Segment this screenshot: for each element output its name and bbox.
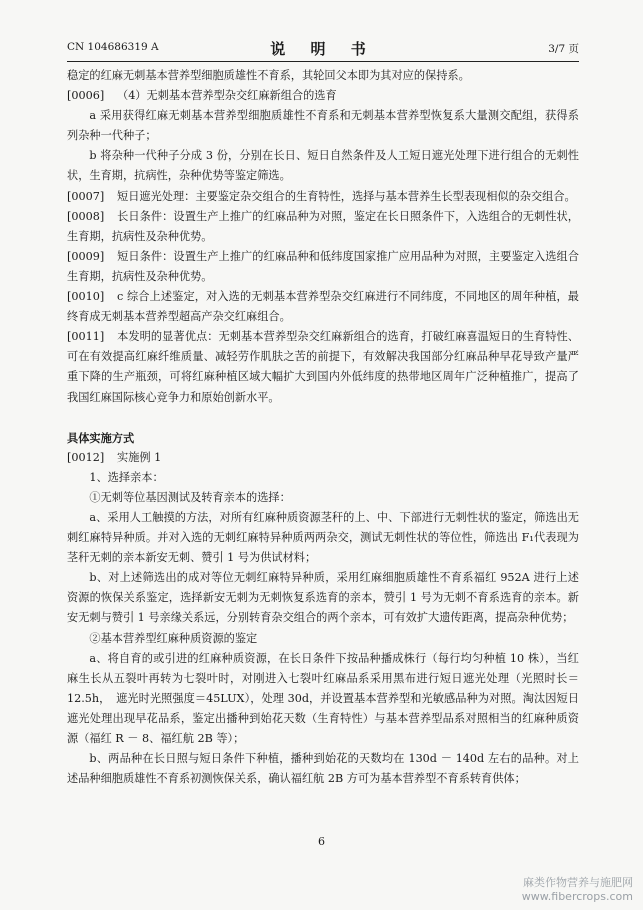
paragraph: a、将自育的或引进的红麻种质资源，在长日条件下按品种播成株行（每行均匀种植 10 株），当红麻生长从五裂叶再转为七裂叶时，对刚进入七裂叶红麻品系采用黑布进行短日遮光处理（光照时长＝ 12.5h， 遮光时光照强度＝45LUX），处理 30d，并设置基本营养型和光敏感品种为对照。淘汰因短日遮光处理出现早花品系，鉴定出播种到始花天数（生育特性）与基本营养型品系对照相当的红麻种质资源（福红 R － 8、福红航 2B 等）；	[67, 651, 579, 745]
paragraph-tag: [0010]	[67, 290, 105, 304]
page-header	[67, 38, 579, 60]
document-body	[67, 66, 579, 789]
header-rule	[67, 61, 579, 62]
watermark-text: 麻类作物营养与施肥网	[523, 876, 633, 889]
paragraph-0011: [0011] 本发明的显著优点：无刺基本营养型杂交红麻新组合的选育，打破红麻喜温短日的生育特性、可在有效提高红麻纤维质量、减轻劳作肌肤之苦的前提下，有效解决我国部分红麻品种早花导致产量严重下降的生产瓶颈，可将红麻种植区域大幅扩大到国内外低纬度的热带地区周年广泛种植推广，提高了我国红麻国际核心竞争力和原始创新水平。	[67, 327, 579, 407]
paragraph: b、两品种在长日照与短日条件下种植，播种到始花的天数均在 130d － 140d 左右的品种。对上述品种细胞质雄性不育系初测恢保关系，确认福红航 2B 方可为基本营养型不育系转育供体；	[67, 752, 579, 786]
paragraph: a 采用获得红麻无刺基本营养型细胞质雄性不育系和无刺基本营养型恢复系大量测交配组，获得系列杂种一代种子；	[67, 109, 579, 143]
paragraph-tag: [0007]	[67, 189, 105, 203]
page-number: 6	[318, 835, 325, 848]
paragraph: b 将杂种一代种子分成 3 份，分别在长日、短日自然条件及人工短日遮光处理下进行组合的无刺性状，生育期，抗病性，杂种优势等鉴定筛选。	[67, 149, 579, 183]
paragraph-tag: [0006]	[67, 89, 105, 103]
watermark	[515, 876, 633, 904]
patent-number: CN 104686319 A	[67, 41, 159, 53]
document-title: 说 明 书	[270, 40, 376, 58]
section-title: 具体实施方式	[67, 430, 135, 445]
paragraph-0012: [0012] 实施例 1	[67, 448, 579, 468]
paragraph-0006: [0006] （4）无刺基本营养型杂交红麻新组合的选育	[67, 86, 579, 106]
paragraph-0007: [0007] 短日遮光处理：主要鉴定杂交组合的生育特性，选择与基本营养生长型表现相似的杂交组合。	[67, 187, 579, 207]
paragraph-tag: [0009]	[67, 249, 105, 263]
watermark-url: www.fibercrops.com	[521, 890, 633, 903]
paragraph: b、对上述筛选出的成对等位无刺红麻特异种质，采用红麻细胞质雄性不育系福红 952A 进行上述资源的恢保关系鉴定，选择新安无刺为无刺恢复系选育的亲本，赞引 1 号为无刺不育系选育的亲本。新安无刺与赞引 1 号亲缘关系远，分别转育杂交组合的两个亲本，可有效扩大遗传距离，提高杂种优势；	[67, 571, 579, 625]
paragraph-0008: [0008] 长日条件：设置生产上推广的红麻品种为对照，鉴定在长日照条件下，入选组合的无刺性状，生育期，抗病性及杂种优势。	[67, 207, 579, 247]
paragraph-0010: [0010] c 综合上述鉴定，对入选的无刺基本营养型杂交红麻进行不同纬度，不同地区的周年种植，最终育成无刺基本营养型超高产杂交红麻组合。	[67, 287, 579, 327]
paragraph: ①无刺等位基因测试及转育亲本的选择：	[89, 490, 291, 504]
paragraph-tag: [0011]	[67, 330, 105, 344]
paragraph: 1、选择亲本：	[89, 470, 164, 484]
paragraph-tag: [0008]	[67, 209, 105, 223]
paragraph: 稳定的红麻无刺基本营养型细胞质雄性不育系，其轮回父本即为其对应的保持系。	[67, 69, 470, 82]
paragraph-tag: [0012]	[67, 450, 105, 464]
paragraph: a、采用人工触摸的方法，对所有红麻种质资源茎秆的上、中、下部进行无刺性状的鉴定，筛选出无刺红麻特异种质。并对入选的无刺红麻特异种质两两杂交，测试无刺性状的等位性，筛选出 F₁代表现为茎秆无刺的亲本新安无刺、赞引 1 号为供试材料；	[67, 510, 579, 565]
paragraph-0009: [0009] 短日条件：设置生产上推广的红麻品种和低纬度国家推广应用品种为对照，主要鉴定入选组合生育期，抗病性及杂种优势。	[67, 247, 579, 287]
paragraph: ②基本营养型红麻种质资源的鉴定	[89, 631, 258, 645]
page-ratio: 3/7 页	[548, 43, 579, 55]
